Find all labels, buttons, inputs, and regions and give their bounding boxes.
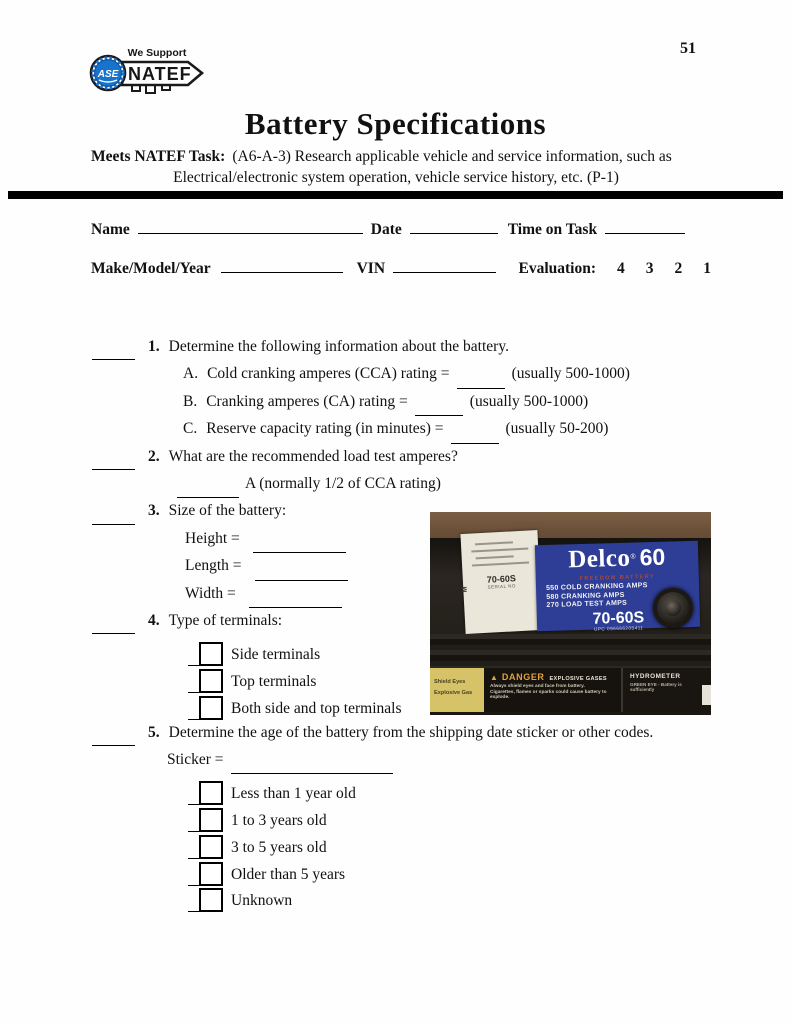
question-1c-text: Reserve capacity rating (in minutes) = (206, 420, 444, 438)
question-1b-text: Cranking amperes (CA) rating = (206, 392, 408, 410)
checkbox-icon (199, 642, 223, 666)
header-form-row-1 (91, 218, 711, 239)
battery-model-number: 70-60S (592, 609, 645, 628)
name-label: Name (91, 221, 130, 238)
we-support-text: We Support (127, 47, 187, 59)
key-icon (86, 42, 218, 104)
checkbox-icon (199, 808, 223, 832)
warning-labels (430, 668, 711, 712)
option-less-1-year (0, 778, 760, 805)
checkbox-top-terminals[interactable] (188, 669, 223, 693)
battery-body (430, 538, 711, 715)
natef-logo (86, 42, 218, 104)
checkbox-older-5-years[interactable] (188, 862, 223, 886)
ca-spec: 580 CRANKING AMPS (546, 591, 625, 601)
length-label: Length = (185, 557, 242, 575)
danger-word: DANGER (501, 672, 545, 682)
natef-task-statement (91, 146, 701, 188)
question-1a-text: Cold cranking amperes (CCA) rating = (207, 365, 450, 383)
question-1c-letter: C. (183, 420, 198, 438)
checkbox-side-terminals[interactable] (188, 642, 223, 666)
sticker-model-number: 70-60S (486, 573, 517, 585)
load-test-spec: 270 LOAD TEST AMPS (546, 599, 628, 610)
height-label: Height = (185, 529, 240, 547)
sticker-side-mark: M (461, 586, 469, 593)
question-4-text: Type of terminals: (168, 611, 283, 629)
option-3-5-years (0, 832, 760, 859)
delco-brand: Delco (567, 544, 631, 574)
danger-heading (490, 672, 616, 682)
warning-label-yellow (430, 668, 484, 712)
date-label: Date (370, 221, 402, 238)
sticker-field[interactable] (231, 760, 393, 774)
grade-blank-3[interactable] (92, 524, 135, 525)
length-field[interactable] (255, 567, 348, 581)
option-label: Both side and top terminals (231, 699, 402, 717)
option-unknown (0, 886, 760, 913)
delco-brand-row (540, 544, 694, 576)
checkbox-icon (199, 669, 223, 693)
task-label: Meets NATEF Task: (91, 148, 226, 165)
time-on-task-label: Time on Task (507, 221, 598, 238)
option-label: Unknown (231, 892, 293, 910)
name-field[interactable] (138, 218, 363, 234)
option-older-5-years (0, 859, 760, 886)
battery-upc: UPC 096666205411 (593, 626, 644, 633)
make-model-year-label: Make/Model/Year (91, 260, 211, 277)
battery-cap (653, 588, 693, 628)
grade-blank-5[interactable] (92, 745, 135, 746)
question-5 (0, 724, 760, 751)
cca-spec: 550 COLD CRANKING AMPS (545, 582, 648, 592)
load-test-amps-field[interactable] (177, 484, 239, 498)
checkbox-icon (199, 835, 223, 859)
question-1c (0, 420, 760, 447)
sticker-print-line (472, 562, 529, 567)
option-label: 1 to 3 years old (231, 812, 327, 830)
question-3-number: 3. (148, 502, 160, 520)
explosive-gas-text: Explosive Gas (434, 690, 473, 696)
task-line-1 (91, 146, 701, 167)
grade-blank-4[interactable] (92, 633, 135, 634)
photo-white-chip (702, 685, 711, 705)
grade-blank-1[interactable] (92, 359, 135, 360)
danger-body-text: Always shield eyes and face from battery. Cigarettes, flames or sparks could cause battery to explode. (490, 684, 607, 701)
grade-blank-2[interactable] (92, 469, 135, 470)
evaluation-label: Evaluation: (518, 260, 596, 277)
question-1a-letter: A. (183, 365, 199, 383)
sticker-print-line (471, 548, 528, 553)
natef-text: NATEF (128, 64, 192, 84)
page-number: 51 (680, 40, 696, 57)
registered-mark: ® (630, 553, 636, 561)
checkbox-icon (199, 862, 223, 886)
question-1a (0, 365, 760, 392)
ca-rating-field[interactable] (415, 402, 463, 416)
freedom-battery-label: FREEDOM BATTERY (579, 573, 656, 583)
header-form-row-2 (91, 257, 711, 278)
question-1a-hint: (usually 500-1000) (511, 365, 630, 383)
question-1-text: Determine the following information about the battery. (168, 338, 509, 355)
checkbox-unknown[interactable] (188, 888, 223, 912)
option-label: Less than 1 year old (231, 785, 356, 803)
checkbox-icon (199, 781, 223, 805)
option-label: Top terminals (231, 672, 317, 690)
delco-size: 60 (639, 543, 666, 571)
hydrometer-heading: HYDROMETER (630, 673, 681, 680)
shield-eyes-text: Shield Eyes (434, 679, 466, 685)
battery-photo (430, 512, 711, 715)
question-2-number: 2. (148, 447, 160, 465)
question-3-text: Size of the battery: (168, 502, 287, 520)
evaluation-score-3[interactable]: 3 (645, 260, 654, 277)
question-1 (0, 338, 760, 365)
question-1c-hint: (usually 50-200) (505, 420, 609, 438)
warning-triangle-icon: ▲ (490, 673, 498, 682)
question-5-number: 5. (148, 723, 160, 741)
task-line-2: Electrical/electronic system operation, vehicle service history, etc. (P-1) (173, 169, 619, 186)
checkbox-3-5-years[interactable] (188, 835, 223, 859)
cca-rating-field[interactable] (457, 375, 505, 389)
serial-sticker (460, 530, 542, 634)
evaluation-score-1[interactable]: 1 (703, 260, 711, 277)
explosive-gases-word: EXPLOSIVE GASES (549, 676, 607, 682)
evaluation-score-2[interactable]: 2 (674, 260, 683, 277)
checkbox-both-terminals[interactable] (188, 696, 223, 720)
question-1-number: 1. (148, 338, 160, 355)
checkbox-less-1-year[interactable] (188, 781, 223, 805)
checkbox-icon (199, 696, 223, 720)
vin-label: VIN (356, 260, 386, 277)
make-model-year-field[interactable] (221, 257, 343, 273)
time-on-task-field[interactable] (605, 218, 685, 234)
question-1b-letter: B. (183, 392, 198, 410)
question-4-number: 4. (148, 611, 160, 629)
width-field[interactable] (249, 594, 342, 608)
option-1-3-years (0, 805, 760, 832)
divider-rule (8, 191, 783, 199)
option-label: Older than 5 years (231, 865, 346, 883)
battery-groove (430, 634, 711, 668)
option-label: Side terminals (231, 646, 321, 664)
question-5-text: Determine the age of the battery from the shipping date sticker or other codes. (168, 723, 654, 741)
task-text: (A6-A-3) Research applicable vehicle and service information, such as (232, 148, 672, 165)
option-label: 3 to 5 years old (231, 838, 327, 856)
height-field[interactable] (253, 539, 346, 553)
question-2-answer-hint: A (normally 1/2 of CCA rating) (245, 474, 441, 492)
date-field[interactable] (410, 218, 498, 234)
width-label: Width = (185, 584, 236, 602)
checkbox-1-3-years[interactable] (188, 808, 223, 832)
sticker-serial-label: SERIAL NO (487, 583, 517, 590)
checkbox-icon (199, 888, 223, 912)
sticker-row (0, 751, 760, 778)
sticker-label: Sticker = (167, 751, 224, 769)
page-title: Battery Specifications (244, 106, 547, 141)
danger-label (484, 668, 621, 712)
question-1b-hint: (usually 500-1000) (469, 392, 589, 410)
sticker-print-line (475, 541, 513, 545)
question-2-answer (0, 475, 760, 502)
question-2-text: What are the recommended load test amperes? (168, 447, 458, 465)
hydrometer-label (621, 668, 711, 712)
ase-text: ASE (97, 68, 119, 80)
sticker-print-line (476, 555, 514, 559)
question-2 (0, 448, 760, 475)
question-1b (0, 393, 760, 420)
hydrometer-body-text: GREEN EYE - Battery is sufficiently (630, 682, 682, 693)
evaluation-score-4[interactable]: 4 (617, 260, 625, 277)
reserve-capacity-field[interactable] (451, 430, 499, 444)
vin-field[interactable] (393, 257, 496, 273)
